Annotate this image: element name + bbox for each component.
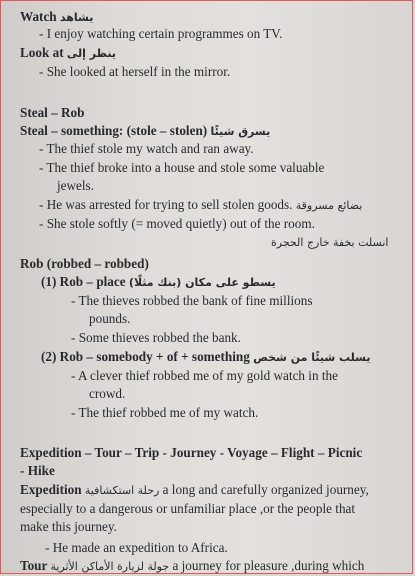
text-line bbox=[89, 311, 130, 327]
line-text: crowd. bbox=[89, 386, 126, 401]
line-text: I enjoy watching certain programmes on TV. bbox=[46, 26, 283, 41]
line-text: The thief robbed me of my watch. bbox=[78, 405, 259, 420]
line-text: (1) Rob – place bbox=[41, 274, 129, 289]
line-text: A clever thief robbed me of my gold watch in the bbox=[77, 368, 338, 383]
line-text: - bbox=[39, 141, 47, 156]
text-line bbox=[39, 141, 254, 157]
arabic-gloss: يسلب شيئًا من شخص bbox=[253, 351, 371, 364]
text-line bbox=[39, 64, 230, 80]
text-line bbox=[20, 45, 116, 62]
line-text: She looked at herself in the mirror. bbox=[46, 64, 231, 79]
text-line bbox=[41, 349, 370, 366]
line-text: She stole softly (= moved quietly) out of the room. bbox=[46, 216, 315, 231]
text-line bbox=[20, 519, 117, 535]
text-line bbox=[71, 405, 258, 421]
line-text: a long and carefully organized journey, bbox=[159, 482, 369, 497]
text-line bbox=[39, 26, 282, 42]
text-line bbox=[20, 105, 84, 121]
text-line bbox=[71, 368, 338, 384]
line-text: He was arrested for trying to sell stolen goods. bbox=[46, 197, 296, 212]
line-text: Expedition – Tour – Trip - Journey - Voyage – Flight – Picnic bbox=[20, 445, 363, 460]
text-line bbox=[20, 501, 355, 517]
line-text: The thief broke into a house and stole some valuable bbox=[46, 160, 325, 175]
arabic-gloss: رحلة استكشافية bbox=[84, 484, 160, 497]
arabic-gloss: يسطو على مكان (بنك مثلًا) bbox=[128, 276, 276, 289]
line-text: Tour bbox=[20, 558, 51, 573]
line-text: - bbox=[71, 368, 78, 383]
text-line bbox=[20, 9, 93, 26]
text-line bbox=[45, 540, 228, 556]
text-line bbox=[89, 386, 125, 402]
line-text: Look at bbox=[20, 45, 67, 60]
text-line bbox=[71, 293, 312, 309]
line-text: (2) Rob – somebody + of + something bbox=[41, 349, 254, 364]
line-text: Steal – something: (stole – stolen) bbox=[20, 123, 211, 138]
text-line bbox=[20, 558, 364, 574]
arabic-gloss: ينظر إلى bbox=[66, 47, 116, 60]
line-text: - bbox=[39, 64, 47, 79]
line-text: Rob (robbed – robbed) bbox=[20, 256, 149, 271]
line-text: pounds. bbox=[89, 311, 131, 326]
line-text: a journey for pleasure ,during which bbox=[169, 558, 365, 573]
text-line bbox=[71, 330, 241, 346]
arabic-gloss: يشاهد bbox=[59, 11, 94, 24]
text-line bbox=[39, 216, 315, 232]
line-text: - bbox=[45, 540, 53, 555]
line-text: make this journey. bbox=[20, 519, 117, 534]
line-text: - bbox=[71, 405, 79, 420]
arabic-gloss: يسرق شيئًا bbox=[210, 125, 271, 138]
line-text: jewels. bbox=[57, 178, 94, 193]
line-text: - bbox=[39, 216, 47, 231]
line-text: Watch bbox=[20, 9, 60, 24]
line-text: - bbox=[39, 160, 47, 175]
line-text: - bbox=[71, 330, 79, 345]
line-text: - bbox=[39, 26, 47, 41]
text-line bbox=[57, 178, 94, 194]
line-text: He made an expedition to Africa. bbox=[52, 540, 228, 555]
text-line bbox=[20, 482, 369, 499]
text-line bbox=[20, 256, 149, 272]
text-line bbox=[20, 463, 55, 479]
arabic-gloss: جولة لزيارة الأماكن الأثرية bbox=[50, 560, 170, 573]
line-text: The thief stole my watch and ran away. bbox=[46, 141, 254, 156]
text-line bbox=[41, 274, 276, 291]
text-line bbox=[271, 234, 389, 251]
arabic-gloss: بضائع مسروقة bbox=[295, 199, 363, 212]
line-text: - bbox=[71, 293, 79, 308]
text-line bbox=[39, 197, 362, 214]
line-text: Steal – Rob bbox=[20, 105, 85, 120]
text-line bbox=[20, 445, 362, 461]
line-text: Expedition bbox=[20, 482, 85, 497]
line-text: - Hike bbox=[20, 463, 55, 478]
line-text: - bbox=[39, 197, 47, 212]
line-text: especially to a dangerous or unfamiliar place ,or the people that bbox=[20, 501, 356, 516]
text-line bbox=[20, 123, 270, 140]
arabic-gloss: انسلت بخفة خارج الحجرة bbox=[271, 236, 389, 249]
line-text: The thieves robbed the bank of fine millions bbox=[78, 293, 313, 308]
line-text: Some thieves robbed the bank. bbox=[78, 330, 241, 345]
text-line bbox=[39, 160, 324, 176]
